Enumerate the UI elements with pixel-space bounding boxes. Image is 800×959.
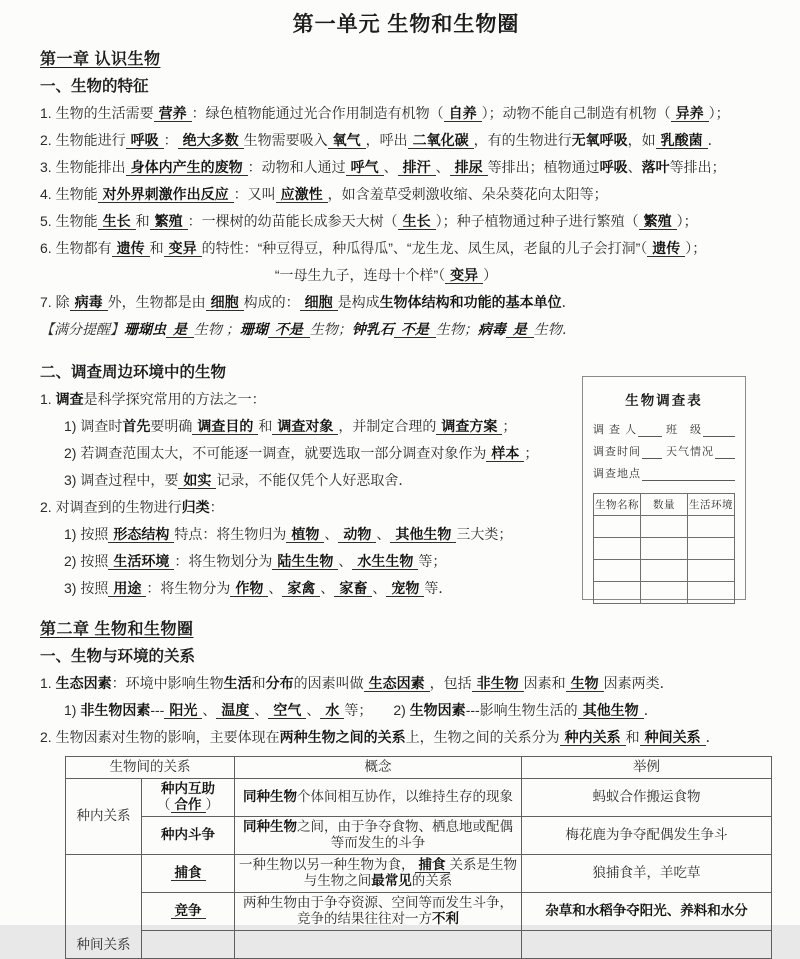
relation-table	[65, 756, 772, 959]
text-run: ：	[209, 499, 224, 515]
text-run: 2) 若调查范围太大，不可能逐一调查，就要选取一部分调查对象作为	[64, 445, 487, 461]
filled-blank: 其他生物	[578, 702, 644, 719]
text-run: 两种生物由于争夺资源、空间等而发生斗争，竞争的结果往往对一方	[243, 894, 513, 926]
text-run: 、	[338, 553, 353, 569]
relation-concept-cell	[235, 892, 522, 930]
text-run: ；	[524, 445, 539, 461]
survey-empty-cell	[688, 582, 735, 604]
text-run: ．	[705, 729, 720, 745]
relation-concept-cell	[235, 778, 522, 816]
text-run: 3. 生物能排出	[40, 159, 126, 175]
text-run: 因素和	[523, 675, 566, 691]
text-run: 7. 除	[40, 294, 70, 310]
filled-blank: 调查目的	[192, 418, 258, 435]
text-line	[40, 235, 772, 262]
survey-empty-row	[594, 560, 735, 582]
text-run: ：一棵树的幼苗能长成参天大树（	[187, 213, 398, 229]
survey-column-header: 生活环境	[688, 494, 735, 516]
text-run: 生物；	[309, 321, 352, 337]
text-run: 1)	[64, 702, 81, 718]
filled-blank: 生长	[398, 213, 436, 230]
text-run: 第二章 生物和生物圈	[40, 621, 194, 638]
filled-blank: 变异	[445, 267, 483, 284]
filled-blank: 变异	[164, 240, 202, 257]
survey-field	[593, 441, 662, 463]
filled-blank: 不是	[394, 321, 436, 338]
text-line	[40, 697, 772, 724]
text-run: 和	[135, 213, 150, 229]
filled-blank: 排尿	[450, 159, 488, 176]
text-run: ．	[561, 294, 576, 310]
chapter-2-heading	[40, 616, 772, 643]
filled-blank: 营养	[154, 105, 192, 122]
relation-subtype-cell	[142, 816, 235, 854]
text-run: 生态因素	[55, 675, 112, 691]
filled-blank: 种内关系	[560, 729, 626, 746]
text-run: 、	[383, 159, 398, 175]
filled-blank: 细胞	[206, 294, 244, 311]
text-run: 无氧呼吸	[571, 132, 628, 148]
text-line	[40, 154, 772, 181]
survey-field-label: 调查时间	[593, 446, 641, 458]
text-run: 一、生物与环境的关系	[40, 648, 196, 665]
text-run: 记录，不能仅凭个人好恶取舍．	[216, 472, 413, 488]
survey-field-blank	[703, 419, 735, 437]
filled-blank: 家畜	[334, 580, 372, 597]
document-title: 第一单元 生物和生物圈	[292, 13, 520, 36]
survey-form-fields	[593, 419, 735, 485]
text-run: 上，生物之间的关系分为	[405, 729, 560, 745]
survey-field-blank	[715, 441, 735, 459]
text-run: 和	[625, 729, 640, 745]
relation-header-concept: 概念	[235, 757, 522, 779]
text-line	[40, 521, 544, 548]
text-run: 、	[254, 702, 269, 718]
relation-example-cell	[522, 892, 772, 930]
filled-blank: 陆生生物	[272, 553, 338, 570]
filled-blank: 乳酸菌	[656, 132, 708, 149]
text-run: 种内互助	[161, 780, 215, 796]
survey-field	[593, 419, 662, 441]
filled-blank: 生物	[566, 675, 604, 692]
text-run: 等排出；	[669, 159, 726, 175]
text-run: 1) 按照	[64, 526, 109, 542]
survey-empty-cell	[594, 582, 641, 604]
text-run: 、	[627, 159, 642, 175]
text-run: 1.	[40, 391, 56, 407]
text-run: ，并制定合理的	[338, 418, 437, 434]
filled-blank: 用途	[108, 580, 146, 597]
text-run: 的特性：“种豆得豆，种瓜得瓜”、“龙生龙、凤生凤，老鼠的儿子会打洞”（	[201, 240, 648, 256]
survey-field-label: 班 级	[666, 424, 702, 436]
survey-empty-cell	[641, 516, 688, 538]
text-run: 关系是生物与生物之间	[303, 856, 517, 888]
relation-table-body	[66, 778, 772, 958]
text-run: 、	[202, 702, 217, 718]
text-run: 珊瑚虫	[124, 321, 166, 337]
text-run: 生物 ；	[194, 321, 240, 337]
text-run: 的因素叫做	[293, 675, 364, 691]
text-run: 和	[258, 418, 273, 434]
chapter-1	[40, 46, 772, 343]
text-run: 病毒	[477, 321, 506, 337]
text-run: 种内斗争	[161, 826, 215, 842]
filled-blank: 不是	[268, 321, 310, 338]
text-line	[40, 386, 544, 413]
text-run: ）；	[685, 240, 707, 256]
text-run: 生物需要吸入	[243, 132, 328, 148]
filled-blank: 家禽	[282, 580, 320, 597]
text-run: 蚂蚁合作搬运食物	[592, 788, 701, 804]
survey-field-label: 调查地点	[593, 468, 641, 480]
filled-blank: 捕食	[171, 865, 206, 881]
filled-blank: 调查方案	[436, 418, 502, 435]
survey-field-blank	[642, 463, 735, 481]
filled-blank: 种间关系	[640, 729, 706, 746]
relation-header-relationship: 生物间的关系	[66, 757, 235, 779]
text-run: ---影响生物生活的	[465, 702, 578, 718]
text-run: 最常见	[371, 873, 412, 888]
text-run: 等．	[424, 580, 453, 596]
text-run: ：将生物分为	[146, 580, 231, 596]
text-run: 【满分提醒】	[40, 321, 124, 337]
text-run: ）；	[708, 105, 730, 121]
text-run: ．	[643, 702, 658, 718]
survey-form-box	[582, 376, 746, 600]
survey-field-label: 天气情况	[666, 446, 714, 458]
text-run: ，呼出	[365, 132, 408, 148]
filled-blank: 生活环境	[108, 553, 174, 570]
relation-subtype-cell	[142, 930, 235, 958]
text-run: 、	[372, 580, 387, 596]
text-run: ：又叫	[233, 186, 276, 202]
filled-blank: 调查对象	[272, 418, 338, 435]
survey-field	[666, 441, 735, 463]
text-run: 生活	[223, 675, 252, 691]
text-line	[40, 181, 772, 208]
text-run: 外，生物都是由	[107, 294, 206, 310]
text-run: 3) 按照	[64, 580, 109, 596]
filled-blank: 生态因素	[364, 675, 430, 692]
text-run: ）	[205, 797, 219, 812]
text-run: 5. 生物能	[40, 213, 98, 229]
text-run: 归类	[181, 499, 210, 515]
text-run: 2. 生物因素对生物的影响，主要体现在	[40, 729, 280, 745]
filled-blank: 排汗	[398, 159, 436, 176]
survey-field	[593, 463, 735, 485]
text-run: 狼捕食羊，羊吃草	[592, 864, 701, 880]
relation-subtype-cell	[142, 854, 235, 892]
filled-blank: 作物	[230, 580, 268, 597]
relation-row	[66, 778, 772, 816]
text-line	[40, 413, 544, 440]
text-run: 分布	[265, 675, 294, 691]
filled-blank: 是	[506, 321, 534, 338]
filled-blank: 空气	[268, 702, 306, 719]
relation-example-cell	[522, 778, 772, 816]
text-run: 2. 生物能进行	[40, 132, 126, 148]
text-run: 因素两类．	[603, 675, 674, 691]
filled-blank: 捕食	[415, 857, 450, 873]
filled-blank: 水	[320, 702, 344, 719]
filled-blank: 动物	[338, 526, 376, 543]
text-run: 生物；	[435, 321, 478, 337]
text-run: 呼吸	[599, 159, 628, 175]
text-run: （	[157, 797, 171, 812]
text-run: 和	[251, 675, 266, 691]
filled-blank: 对外界刺激作出反应	[98, 186, 234, 203]
filled-blank: 二氧化碳	[408, 132, 474, 149]
text-run: ---	[150, 702, 165, 718]
text-run: 同种生物	[243, 788, 297, 804]
filled-blank: 绝大多数	[178, 132, 244, 149]
filled-blank: 是	[166, 321, 194, 338]
text-line	[40, 127, 772, 154]
survey-field-blank	[642, 441, 662, 459]
text-run: 调查	[55, 391, 84, 407]
text-run: 生物体结构和功能的基本单位	[379, 294, 562, 310]
text-run: 第一章 认识生物	[40, 51, 161, 68]
text-run: 一种生物以另一种生物为食，	[239, 856, 415, 872]
filled-blank: 氧气	[328, 132, 366, 149]
survey-form-title: 生物调查表	[625, 393, 703, 408]
relation-concept-cell	[235, 816, 522, 854]
filled-blank: 呼气	[346, 159, 384, 176]
survey-empty-cell	[594, 538, 641, 560]
text-run: ，如	[627, 132, 656, 148]
survey-field-label: 调 查 人	[593, 424, 638, 436]
text-line	[40, 289, 772, 316]
text-run: 1) 调查时	[64, 418, 123, 434]
text-run: ：	[163, 132, 178, 148]
text-run: 、	[320, 580, 335, 596]
filled-blank: 自养	[444, 105, 482, 122]
text-run: 和	[149, 240, 164, 256]
survey-empty-cell	[641, 560, 688, 582]
text-line	[40, 724, 772, 751]
relation-concept-cell	[235, 930, 522, 958]
survey-form-table	[593, 493, 735, 604]
text-run: 1.	[40, 675, 56, 691]
text-run: ，有的生物进行	[473, 132, 572, 148]
text-run: 梅花鹿为争夺配偶发生争斗	[565, 826, 728, 842]
text-run: 首先	[122, 418, 151, 434]
relation-row	[66, 854, 772, 892]
survey-empty-row	[594, 538, 735, 560]
filled-blank: 温度	[216, 702, 254, 719]
relation-subtype-cell	[142, 778, 235, 816]
text-run: ：绿色植物能通过光合作用制造有机物（	[191, 105, 444, 121]
relation-header-example: 举例	[522, 757, 772, 779]
text-run: ：将生物划分为	[174, 553, 273, 569]
text-run: ，如含羞草受刺激收缩、朵朵葵花向太阳等；	[327, 186, 608, 202]
text-run: 二、调查周边环境中的生物	[40, 364, 227, 381]
relation-example-cell	[522, 816, 772, 854]
survey-field-row	[593, 441, 735, 463]
filled-blank: 病毒	[70, 294, 108, 311]
filled-blank: 其他生物	[390, 526, 456, 543]
text-line	[40, 548, 544, 575]
filled-blank: 水生生物	[352, 553, 418, 570]
survey-empty-cell	[641, 538, 688, 560]
text-run: 的关系	[411, 873, 453, 888]
text-run: ；	[502, 418, 517, 434]
survey-empty-cell	[641, 582, 688, 604]
chapter-2	[40, 616, 772, 751]
text-run: ）；种子植物通过种子进行繁殖（	[435, 213, 639, 229]
relation-group-label: 种内关系	[66, 778, 142, 854]
filled-blank: 呼吸	[126, 132, 164, 149]
text-run: 等；	[418, 553, 447, 569]
survey-empty-cell	[594, 516, 641, 538]
text-line	[40, 467, 544, 494]
text-run: 是科学探究常用的方法之一：	[83, 391, 266, 407]
survey-column-header: 生物名称	[594, 494, 641, 516]
relation-row	[66, 892, 772, 930]
survey-empty-cell	[688, 538, 735, 560]
text-run: 等排出；植物通过	[487, 159, 600, 175]
text-run: 等； 2)	[344, 702, 410, 718]
text-run: 个体间相互协作，以维持生存的现象	[297, 788, 513, 804]
filled-blank: 样本	[486, 445, 524, 462]
text-run: 、	[435, 159, 450, 175]
full-score-reminder	[40, 316, 772, 343]
text-run: ：动物和人通过	[247, 159, 346, 175]
survey-field	[666, 419, 735, 441]
filled-blank: 应激性	[276, 186, 328, 203]
text-run: 落叶	[641, 159, 670, 175]
text-run: 钟乳石	[351, 321, 394, 337]
survey-empty-cell	[688, 560, 735, 582]
filled-blank: 遗传	[112, 240, 150, 257]
filled-blank: 繁殖	[150, 213, 188, 230]
text-run: ）；	[676, 213, 698, 229]
relation-group-label: 种间关系	[66, 854, 142, 958]
text-run: 珊瑚	[239, 321, 268, 337]
text-run: 特点：将生物归为	[174, 526, 287, 542]
text-run: 1. 生物的生活需要	[40, 105, 154, 121]
survey-empty-row	[594, 516, 735, 538]
filled-blank: 植物	[286, 526, 324, 543]
filled-blank: 合作	[171, 797, 206, 813]
text-run: ，包括	[429, 675, 472, 691]
filled-blank: 异养	[671, 105, 709, 122]
filled-blank: 遗传	[647, 240, 685, 257]
text-line	[40, 440, 544, 467]
survey-field-row	[593, 419, 735, 441]
text-run: 2) 按照	[64, 553, 109, 569]
text-run: “一母生九子，连母十个样”（	[274, 267, 446, 283]
text-run: ）	[483, 267, 498, 283]
text-run: 6. 生物都有	[40, 240, 112, 256]
filled-blank: 非生物	[472, 675, 524, 692]
filled-blank: 如实	[178, 472, 216, 489]
survey-column-header: 数量	[641, 494, 688, 516]
text-run: ：环境中影响生物	[111, 675, 224, 691]
relation-concept-cell	[235, 854, 522, 892]
text-run: 、	[306, 702, 321, 718]
text-run: 是构成	[337, 294, 380, 310]
text-line	[40, 100, 772, 127]
text-run: 生物因素	[409, 702, 466, 718]
filled-blank: 身体内产生的废物	[126, 159, 248, 176]
text-run: 非生物因素	[80, 702, 151, 718]
filled-blank: 阳光	[164, 702, 202, 719]
relation-row	[66, 816, 772, 854]
text-run: 、	[324, 526, 339, 542]
filled-blank: 生长	[98, 213, 136, 230]
text-run: 、	[268, 580, 283, 596]
text-run: 两种生物之间的关系	[279, 729, 406, 745]
text-run: 同种生物	[243, 818, 297, 834]
relation-subtype-cell	[142, 892, 235, 930]
section-environment-heading	[40, 643, 772, 670]
text-run: 不利	[432, 911, 459, 926]
text-run: 4. 生物能	[40, 186, 98, 202]
text-run: ）；动物不能自己制造有机物（	[481, 105, 671, 121]
survey-field-blank	[638, 419, 662, 437]
text-run: ．	[707, 132, 722, 148]
text-run: 三大类；	[456, 526, 513, 542]
text-run: 2. 对调查到的生物进行	[40, 499, 182, 515]
survey-field-row	[593, 463, 735, 485]
filled-blank: 宠物	[386, 580, 424, 597]
survey-table-body	[594, 516, 735, 604]
text-line	[40, 494, 544, 521]
text-run: 之间，由于争夺食物、栖息地或配偶等而发生的斗争	[297, 818, 513, 850]
filled-blank: 形态结构	[108, 526, 174, 543]
text-run: 杂草和水稻争夺阳光、养料和水分	[545, 902, 748, 918]
relation-row	[66, 930, 772, 958]
survey-table-header	[594, 494, 735, 516]
section-survey-heading	[40, 359, 544, 386]
relation-table-header	[66, 757, 772, 779]
section-characteristics-heading	[40, 73, 772, 100]
text-line	[40, 575, 544, 602]
text-run: 一、生物的特征	[40, 78, 149, 95]
filled-blank: 细胞	[300, 294, 338, 311]
text-run: 3) 调查过程中，要	[64, 472, 179, 488]
survey-empty-cell	[594, 560, 641, 582]
chapter-1-heading	[40, 46, 772, 73]
filled-blank: 繁殖	[639, 213, 677, 230]
text-run: 、	[376, 526, 391, 542]
text-line	[40, 670, 772, 697]
text-run: 构成的：	[243, 294, 300, 310]
text-line	[40, 262, 772, 289]
relation-example-cell	[522, 854, 772, 892]
text-line	[40, 208, 772, 235]
survey-empty-cell	[688, 516, 735, 538]
survey-empty-row	[594, 582, 735, 604]
text-run: 生物．	[533, 321, 576, 337]
filled-blank: 竞争	[171, 903, 206, 919]
text-run: 要明确	[150, 418, 193, 434]
relation-example-cell	[522, 930, 772, 958]
